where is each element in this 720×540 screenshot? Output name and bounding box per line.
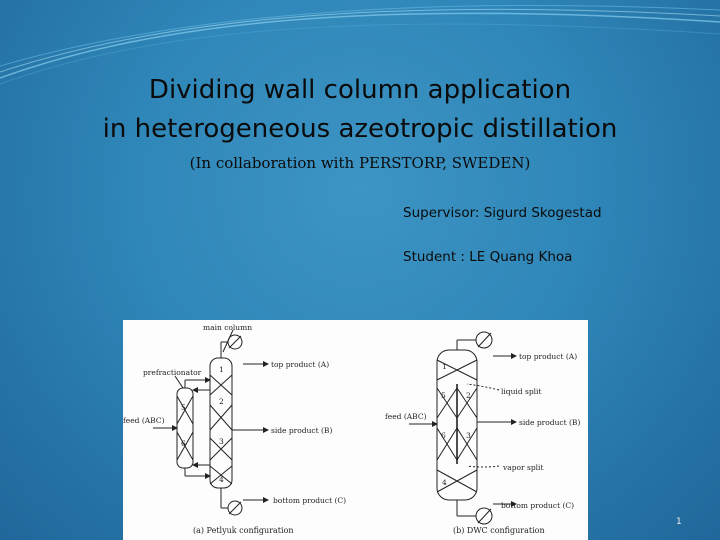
- right-section-label: 4: [442, 478, 447, 487]
- right-top-product-label: top product (A): [519, 352, 578, 361]
- column-diagram-figure: [123, 320, 588, 540]
- petlyuk-diagram: [153, 330, 268, 515]
- right-liquid-split-label: liquid split: [501, 387, 542, 396]
- slide-title-line1: Dividing wall column application: [148, 75, 572, 105]
- left-top-product-label: top product (A): [271, 360, 330, 369]
- right-section-label: 1: [442, 362, 447, 371]
- right-section-label: 3: [466, 431, 471, 440]
- left-caption: (a) Petlyuk configuration: [193, 526, 294, 535]
- left-bottom-product-label: bottom product (C): [273, 496, 347, 505]
- left-section-label: 3: [219, 437, 224, 446]
- right-bottom-product-label: bottom product (C): [501, 501, 575, 510]
- right-feed-label: feed (ABC): [385, 412, 427, 421]
- dwc-diagram: [409, 332, 516, 524]
- slide-title-line2: in heterogeneous azeotropic distillation: [102, 114, 618, 144]
- left-main-column-label: main column: [203, 323, 253, 332]
- student-text: Student : LE Quang Khoa: [403, 249, 573, 265]
- left-section-label: 1: [219, 365, 224, 374]
- left-side-product-label: side product (B): [271, 426, 333, 435]
- left-section-label: 4: [219, 475, 224, 484]
- supervisor-text: Supervisor: Sigurd Skogestad: [403, 205, 602, 221]
- right-side-product-label: side product (B): [519, 418, 581, 427]
- left-feed-label: feed (ABC): [123, 416, 165, 425]
- right-vapor-split-label: vapor split: [503, 463, 544, 472]
- slide-number: 1: [676, 517, 682, 527]
- right-section-label: 2: [466, 391, 471, 400]
- right-section-label: 5: [441, 391, 446, 400]
- right-caption: (b) DWC configuration: [453, 526, 545, 535]
- left-section-label: 6: [181, 439, 186, 448]
- collaboration-subtitle: (In collaboration with PERSTORP, SWEDEN): [189, 154, 531, 172]
- left-section-label: 2: [219, 397, 224, 406]
- right-section-label: 6: [441, 431, 446, 440]
- left-section-label: 5: [181, 403, 186, 412]
- left-prefractionator-label: prefractionator: [143, 368, 202, 377]
